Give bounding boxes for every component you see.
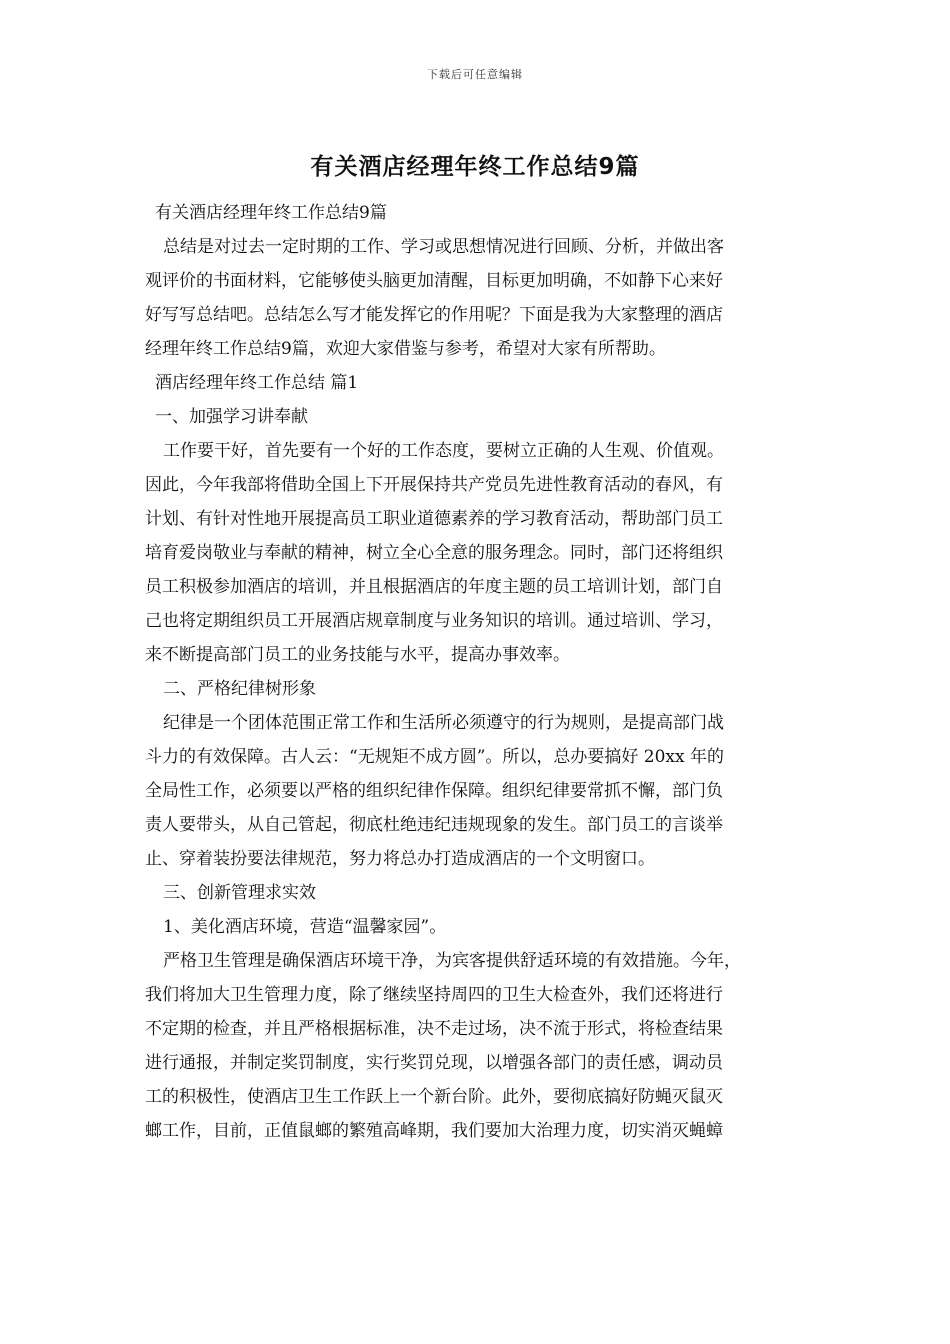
text-line: 进行通报，并制定奖罚制度，实行奖罚兑现，以增强各部门的责任感，调动员 xyxy=(145,1053,723,1073)
text-line: 观评价的书面材料，它能够使头脑更加清醒，目标更加明确，不如静下心来好 xyxy=(145,271,723,291)
text-line: 工作要干好，首先要有一个好的工作态度，要树立正确的人生观、价值观。 xyxy=(163,441,724,461)
text-line: 全局性工作，必须要以严格的组织纪律作保障。组织纪律要常抓不懈，部门负 xyxy=(145,781,723,801)
document-body xyxy=(145,196,810,1148)
text-line: 员工积极参加酒店的培训，并且根据酒店的年度主题的员工培训计划，部门自 xyxy=(145,577,723,597)
text-line: 来不断提高部门员工的业务技能与水平，提高办事效率。 xyxy=(145,645,570,665)
text-line: 二、严格纪律树形象 xyxy=(163,679,316,699)
text-line: 责人要带头，从自己管起，彻底杜绝违纪违规现象的发生。部门员工的言谈举 xyxy=(145,815,723,835)
text-line: 我们将加大卫生管理力度，除了继续坚持周四的卫生大检查外，我们还将进行 xyxy=(145,985,723,1005)
text-line: 止、穿着装扮要法律规范，努力将总办打造成酒店的一个文明窗口。 xyxy=(145,849,655,869)
text-line: 纪律是一个团体范围正常工作和生活所必须遵守的行为规则，是提高部门战 xyxy=(163,713,724,733)
text-line: 因此，今年我部将借助全国上下开展保持共产党员先进性教育活动的春风，有 xyxy=(145,475,723,495)
text-line: 斗力的有效保障。古人云：“无规矩不成方圆”。所以，总办要搞好 20xx 年的 xyxy=(145,747,724,767)
text-line: 不定期的检查，并且严格根据标准，决不走过场，决不流于形式，将检查结果 xyxy=(145,1019,723,1039)
text-line: 严格卫生管理是确保酒店环境干净，为宾客提供舒适环境的有效措施。今年， xyxy=(163,951,741,971)
text-line: 三、创新管理求实效 xyxy=(163,883,316,903)
text-line: 酒店经理年终工作总结 篇1 xyxy=(155,373,359,393)
text-line: 培育爱岗敬业与奉献的精神，树立全心全意的服务理念。同时，部门还将组织 xyxy=(145,543,723,563)
text-line: 经理年终工作总结9篇，欢迎大家借鉴与参考，希望对大家有所帮助。 xyxy=(145,339,666,359)
document-title: 有关酒店经理年终工作总结9篇 xyxy=(310,154,640,180)
text-line: 己也将定期组织员工开展酒店规章制度与业务知识的培训。通过培训、学习， xyxy=(145,611,723,631)
text-line: 螂工作，目前，正值鼠螂的繁殖高峰期，我们要加大治理力度，切实消灭蝇蟑 xyxy=(145,1121,723,1141)
text-line: 一、加强学习讲奉献 xyxy=(155,407,308,427)
header-note: 下载后可任意编辑 xyxy=(427,68,523,81)
text-line: 有关酒店经理年终工作总结9篇 xyxy=(155,203,387,223)
text-line: 计划、有针对性地开展提高员工职业道德素养的学习教育活动，帮助部门员工 xyxy=(145,509,723,529)
text-line: 总结是对过去一定时期的工作、学习或思想情况进行回顾、分析，并做出客 xyxy=(163,237,724,257)
text-line: 1、美化酒店环境，营造“温馨家园”。 xyxy=(163,917,447,937)
text-line: 好写写总结吧。总结怎么写才能发挥它的作用呢？下面是我为大家整理的酒店 xyxy=(145,305,723,325)
text-line: 工的积极性，使酒店卫生工作跃上一个新台阶。此外，要彻底搞好防蝇灭鼠灭 xyxy=(145,1087,723,1107)
